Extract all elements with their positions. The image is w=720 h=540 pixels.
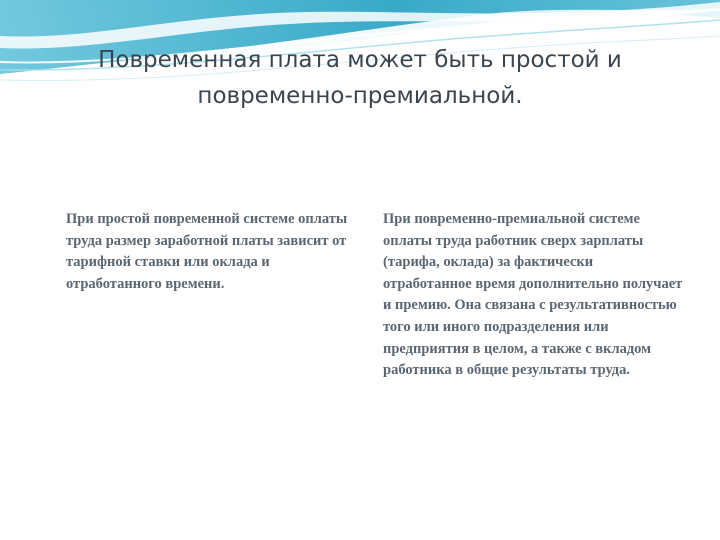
right-column-text: При повременно-премиальной системе оплаты труда работник сверх зарплаты (тарифа, оклада) за фактически отработанное время дополнительно получает и премию. Она связана с результативностью того или иного подразделения или предприятия в целом, а также с вкладом работника в общие результаты труда. xyxy=(383,211,683,379)
left-column-text: При простой повременной системе оплаты труда размер заработной платы зависит от тарифной ставки или оклада и отработанного времени. xyxy=(66,211,348,292)
slide-title: Повременная плата может быть простой и повременно-премиальной. xyxy=(98,47,622,109)
